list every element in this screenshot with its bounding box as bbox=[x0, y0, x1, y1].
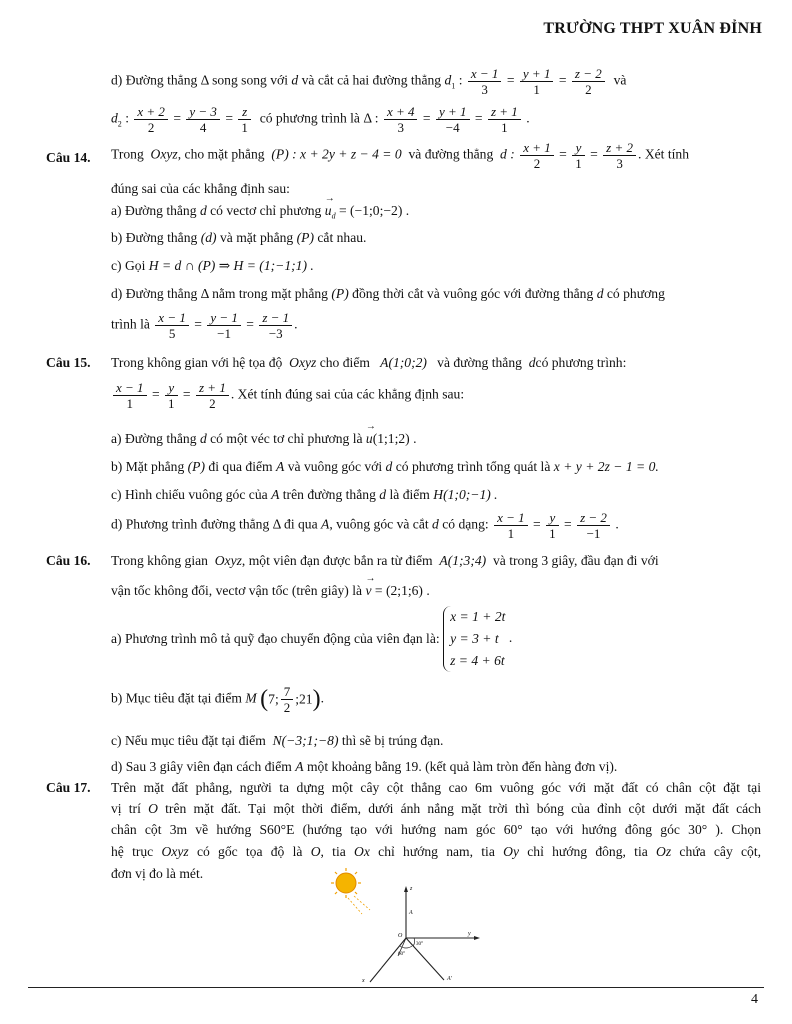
question-14-item-b: b) Đường thẳng (d) và mặt phẳng (P) cắt nhau. bbox=[111, 230, 367, 245]
label-x: x bbox=[362, 978, 365, 984]
label-60: 60° bbox=[398, 952, 405, 957]
shadow-line bbox=[406, 938, 444, 980]
question-16-label: Câu 16. bbox=[46, 553, 91, 568]
label-y: y bbox=[468, 931, 471, 937]
question-14-item-a: a) Đường thẳng d có vectơ chỉ phương → $u_d$ = (−1;0;−2) . bbox=[111, 203, 409, 221]
question-15-item-b: b) Mặt phẳng (P) đi qua điểm A và vuông góc với d có phương trình tổng quát là x + y + 2z − 1 = 0. bbox=[111, 459, 659, 474]
x-axis bbox=[370, 938, 406, 982]
label-30: 30° bbox=[416, 942, 423, 947]
question-14-item-c: c) Gọi H = d ∩ (P) ⇒ H = (1;−1;1) . bbox=[111, 258, 314, 273]
label-z: z bbox=[410, 886, 413, 892]
question-17-line1: Trên mặt đất phẳng, người ta dựng một cây cột thẳng cao 6m vuông góc với mặt đất có chân cột đặt tại bbox=[111, 780, 761, 795]
sun-icon bbox=[331, 868, 370, 914]
school-header: TRƯỜNG THPT XUÂN ĐỈNH bbox=[543, 20, 762, 37]
label-O: O bbox=[398, 933, 403, 939]
prev-item-d-line1: d) Đường thẳng Δ song song với d và cắt cả hai đường thẳng $d_1$ : $\frac{x - 1}{3}$ = $\frac{y + 1}{1}$ = $\frac{z - 2}{2}$ và bbox=[111, 66, 627, 97]
question-15-stem-line1: Trong không gian với hệ tọa độ Oxyz cho điểm A(1;0;2) và đường thẳng dcó phương trình: bbox=[111, 355, 627, 370]
question-14-item-d-line1: d) Đường thẳng Δ nằm trong mặt phẳng (P) đồng thời cắt và vuông góc với đường thẳng d có phương bbox=[111, 286, 665, 301]
label-A: A bbox=[409, 910, 413, 916]
question-15-item-a: a) Đường thẳng d có một véc tơ chỉ phương là → u(1;1;2) . bbox=[111, 431, 417, 447]
label-A-prime: A' bbox=[447, 976, 452, 982]
question-16-item-d: d) Sau 3 giây viên đạn cách điểm A một khoảng bằng 19. (kết quả làm tròn đến hàng đơn vị). bbox=[111, 759, 618, 774]
question-14-item-d-line2: trình là $\frac{x - 1}{5}$ = $\frac{y - 1}{-1}$ = $\frac{z - 1}{-3}$ . bbox=[111, 310, 298, 341]
question-15-label: Câu 15. bbox=[46, 355, 91, 370]
prev-item-d-line2: $d_2$ : $\frac{x + 2}{2}$ = $\frac{y - 3}{4}$ = $\frac{z}{1}$ có phương trình là Δ : $\frac{x + 4}{3}$ = $\frac{y + 1}{-4}$ = $\frac{z + 1}{1}$ . bbox=[111, 104, 530, 135]
question-16-item-a: a) Phương trình mô tả quỹ đạo chuyển động của viên đạn là: x = 1 + 2t y = 3 + t z = 4 + 6t . bbox=[111, 606, 512, 672]
question-15-item-d: d) Phương trình đường thẳng Δ đi qua A, vuông góc và cắt d có dạng: $\frac{x - 1}{1}$ = $\frac{y}{1}$ = $\frac{z - 2}{-1}$ . bbox=[111, 510, 619, 541]
question-17-label: Câu 17. bbox=[46, 780, 91, 795]
question-17-line4: hệ trục Oxyz có gốc tọa độ là O, tia Ox chỉ hướng nam, tia Oy chỉ hướng đông, tia Oz chứa cây cột, bbox=[111, 844, 762, 859]
footer-rule bbox=[28, 987, 764, 988]
question-16-stem-line1: Trong không gian Oxyz, một viên đạn được bắn ra từ điểm A(1;3;4) và trong 3 giây, đầu đạn đi với bbox=[111, 553, 659, 568]
question-14-label: Câu 14. bbox=[46, 150, 91, 165]
pole-shadow-figure bbox=[318, 866, 498, 988]
question-14-stem: Trong Oxyz, cho mặt phẳng (P) : x + 2y + z − 4 = 0 và đường thẳng d : $\frac{x + 1}{2}$ = $\frac{y}{1}$ = $\frac{z + 2}{3}$ . Xét tính bbox=[111, 140, 689, 171]
question-17-line2: vị trí O trên mặt đất. Tại một thời điểm, dưới ánh nắng mặt trời thì bóng của đỉnh cột dưới mặt đất cách bbox=[111, 801, 762, 816]
question-14-line2: đúng sai của các khẳng định sau: bbox=[111, 181, 290, 196]
page-number: 4 bbox=[751, 992, 758, 1007]
question-16-item-b: b) Mục tiêu đặt tại điểm M (7; $\frac{7}{2}$ ;21). bbox=[111, 684, 324, 715]
question-15-item-c: c) Hình chiếu vuông góc của A trên đường thẳng d là điểm H(1;0;−1) . bbox=[111, 487, 498, 502]
question-17-line5: đơn vị đo là mét. bbox=[111, 866, 204, 881]
question-17-line3: chân cột 3m về hướng S60°E (hướng tạo với hướng nam góc 60° tạo với hướng đông góc 30° ). Chọn bbox=[111, 822, 761, 837]
trajectory-system: x = 1 + 2t y = 3 + t z = 4 + 6t bbox=[443, 606, 505, 672]
question-16-item-c: c) Nếu mục tiêu đặt tại điểm N(−3;1;−8) thì sẽ bị trúng đạn. bbox=[111, 733, 444, 748]
question-16-stem-line2: vận tốc không đổi, vectơ vận tốc (trên giây) là → v = (2;1;6) . bbox=[111, 583, 430, 599]
question-15-stem-line2: $\frac{x - 1}{1}$ = $\frac{y}{1}$ = $\frac{z + 1}{2}$ . Xét tính đúng sai của các khẳng định sau: bbox=[111, 380, 464, 411]
